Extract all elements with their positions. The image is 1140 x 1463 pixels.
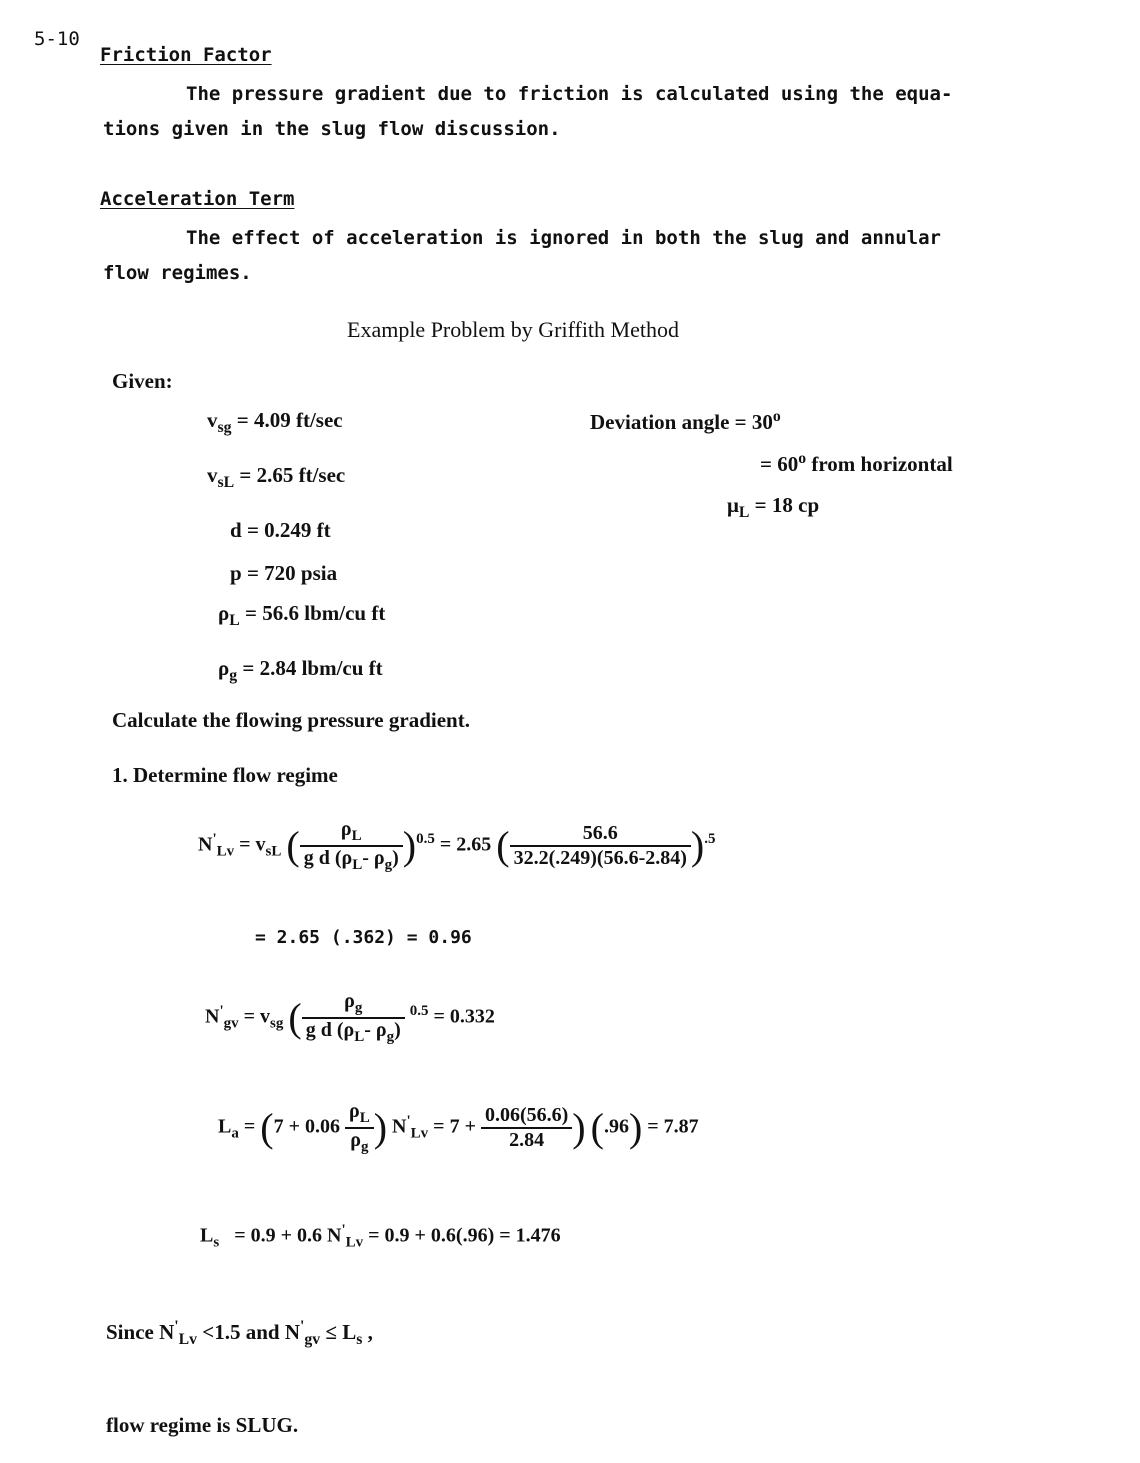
- flow-regime-conclusion: flow regime is SLUG.: [106, 1413, 299, 1437]
- since-line: Since $N'_{Lv} <1.5$ and $N'_{gv} \le L_s$ ,: [106, 1318, 373, 1349]
- example-title: Example Problem by Griffith Method: [347, 317, 679, 342]
- given-label: Given:: [112, 369, 173, 393]
- page-number: 5-10: [34, 28, 80, 50]
- calculate-line: Calculate the flowing pressure gradient.: [112, 708, 470, 732]
- deviation-angle: Deviation angle = $30^o$: [590, 408, 781, 434]
- mu-l: $\mu_L = 18$ cp: [727, 493, 820, 522]
- friction-line2: tions given in the slug flow discussion.: [103, 118, 561, 140]
- ngv-equation: $N'_{gv} = v_{sg}$ ( $\frac{\rho_g}{g d (\rho_L- \rho_g)}$ $^{0.5}$ = 0.332: [205, 990, 495, 1045]
- given-vsg: $v_{sg} = 4.09$ ft/sec: [207, 408, 343, 437]
- ls-equation: $L_s$ = 0.9 + 0.6 $N'_{Lv} = 0.9 + 0.6(.96) = 1.476$: [200, 1222, 561, 1251]
- acceleration-line1: The effect of acceleration is ignored in both the slug and annular: [186, 227, 941, 249]
- given-rho-l: $\rho_L = 56.6$ lbm/cu ft: [218, 601, 386, 630]
- la-equation: $L_a = (7 + 0.06$ $\frac{\rho_L}{\rho_g}$ ) $N'_{Lv} = 7$ + $\frac{0.06(56.6)}{2.84}$ ) (.96) = 7.87: [218, 1100, 699, 1155]
- acceleration-line2: flow regimes.: [103, 262, 252, 284]
- nlv-result: = 2.65 (.362) = 0.96: [255, 927, 472, 948]
- given-p: p = 720 psia: [230, 561, 338, 585]
- step-1: 1. Determine flow regime: [112, 763, 338, 787]
- given-d: d = 0.249 ft: [230, 518, 331, 542]
- acceleration-heading: Acceleration Term: [100, 188, 295, 210]
- given-rho-g: $\rho_g = 2.84$ lbm/cu ft: [218, 656, 383, 685]
- nlv-equation: $N'_{Lv} = v_{sL}$ ( $\frac{\rho_L}{g d (\rho_L- \rho_g)}$ )$^{0.5}$ = 2.65 ( $\frac{56.6}{32.2(.249)(56.6-2.84)}$ )$^{.5}$: [198, 818, 716, 873]
- friction-heading: Friction Factor: [100, 44, 272, 66]
- friction-line1: The pressure gradient due to friction is calculated using the equa-: [186, 83, 953, 105]
- given-vsl: $v_{sL} = 2.65$ ft/sec: [207, 463, 346, 492]
- deviation-horizontal: = $60^o$ from horizontal: [760, 450, 953, 476]
